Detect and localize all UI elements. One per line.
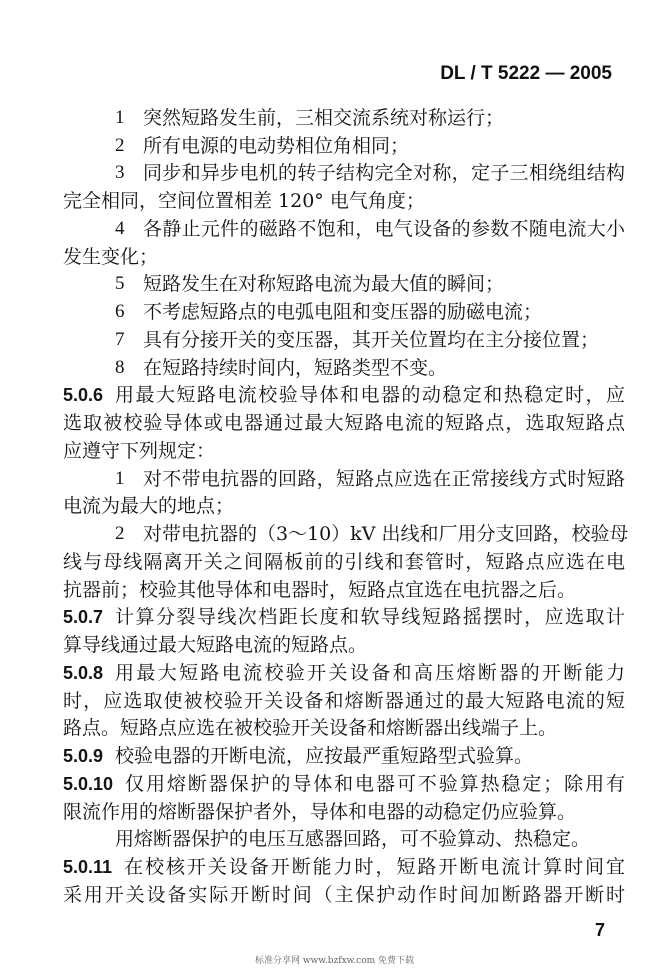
clause-5-0-8 bbox=[63, 660, 625, 686]
clause-text: 路点。短路点应选在被校验开关设备和熔断器出线端子上。 bbox=[63, 717, 558, 739]
paragraph-text: 用熔断器保护的电压互感器回路，可不验算动、热稳定。 bbox=[115, 828, 591, 850]
item-number: 4 bbox=[115, 218, 125, 239]
list-item-continuation bbox=[63, 493, 625, 519]
clause-5-0-11 bbox=[63, 854, 625, 880]
clause-text: 计算分裂导线次档距长度和软导线短路摇摆时，应选取计 bbox=[115, 606, 625, 628]
page-number: 7 bbox=[595, 920, 606, 940]
clause-text-continuation bbox=[63, 688, 625, 714]
clause-text-continuation bbox=[63, 438, 625, 464]
clause-5-0-7 bbox=[63, 604, 625, 630]
clause-number: 5.0.9 bbox=[63, 746, 104, 766]
item-text: 不考虑短路点的电弧电阻和变压器的励磁电流； bbox=[143, 301, 543, 323]
clause-number: 5.0.8 bbox=[63, 663, 104, 683]
item-text: 对不带电抗器的回路，短路点应选在正常接线方式时短路 bbox=[143, 468, 625, 490]
clause-text: 在校核开关设备开断能力时，短路开断电流计算时间宜 bbox=[124, 856, 625, 878]
clause-text-continuation bbox=[63, 715, 625, 741]
item-text: 发生变化； bbox=[63, 246, 159, 268]
clause-5-0-9 bbox=[63, 743, 625, 769]
item-text: 短路发生在对称短路电流为最大值的瞬间； bbox=[143, 273, 505, 295]
item-text: 所有电源的电动势相位角相同； bbox=[143, 135, 410, 157]
list-item-continuation bbox=[63, 188, 625, 214]
clause-text: 仅用熔断器保护的导体和电器可不验算热稳定；除用有 bbox=[125, 773, 625, 795]
clause-text: 选取被校验导体或电器通过最大短路电流的短路点，选取短路点 bbox=[63, 412, 625, 434]
list-item-continuation bbox=[63, 244, 625, 270]
clause-text-continuation bbox=[63, 882, 625, 908]
list-item bbox=[63, 160, 625, 186]
item-text: 线与母线隔离开关之间隔板前的引线和套管时，短路点应选在电 bbox=[63, 551, 625, 573]
item-number: 7 bbox=[115, 329, 125, 350]
item-text: 对带电抗器的（3～10）kV 出线和厂用分支回路，校验母 bbox=[143, 523, 629, 545]
item-text: 同步和异步电机的转子结构完全对称，定子三相绕组结构 bbox=[143, 162, 625, 184]
item-text: 在短路持续时间内，短路类型不变。 bbox=[143, 357, 448, 379]
clause-text-continuation bbox=[63, 799, 625, 825]
standard-code-header: DL / T 5222 — 2005 bbox=[440, 63, 612, 84]
clause-text: 限流作用的熔断器保护者外，导体和电器的动稳定仍应验算。 bbox=[63, 801, 577, 823]
clause-text: 时，应选取使被校验开关设备和熔断器通过的最大短路电流的短 bbox=[63, 690, 625, 712]
item-text: 各静止元件的磁路不饱和，电气设备的参数不随电流大小 bbox=[143, 218, 625, 240]
clause-text: 用最大短路电流校验开关设备和高压熔断器的开断能力 bbox=[115, 662, 625, 684]
clause-text: 用最大短路电流校验导体和电器的动稳定和热稳定时，应 bbox=[115, 384, 625, 406]
clause-number: 5.0.7 bbox=[63, 607, 104, 627]
item-number: 1 bbox=[115, 107, 125, 128]
item-text: 抗器前；校验其他导体和电器时，短路点宜选在电抗器之后。 bbox=[63, 579, 577, 601]
list-item bbox=[63, 521, 629, 547]
list-item bbox=[63, 466, 625, 492]
item-number: 1 bbox=[115, 468, 125, 489]
clause-text: 应遵守下列规定： bbox=[63, 440, 216, 462]
item-text: 突然短路发生前，三相交流系统对称运行； bbox=[143, 107, 505, 129]
item-number: 2 bbox=[115, 135, 125, 156]
clause-number: 5.0.11 bbox=[63, 857, 113, 877]
footer-watermark: 标准分享网 www.bzfxw.com 免费下载 bbox=[254, 956, 415, 966]
list-item bbox=[63, 133, 625, 159]
clause-5-0-10 bbox=[63, 771, 625, 797]
item-number: 3 bbox=[115, 162, 125, 183]
list-item bbox=[63, 105, 625, 131]
item-number: 5 bbox=[115, 273, 125, 294]
item-text: 电流为最大的地点； bbox=[63, 495, 235, 517]
item-text: 完全相同，空间位置相差 120° 电气角度； bbox=[63, 190, 425, 212]
item-text: 具有分接开关的变压器，其开关位置均在主分接位置； bbox=[143, 329, 600, 351]
clause-number: 5.0.6 bbox=[63, 385, 104, 405]
list-item bbox=[63, 299, 625, 325]
item-number: 8 bbox=[115, 357, 125, 378]
clause-paragraph bbox=[63, 826, 625, 852]
clause-number: 5.0.10 bbox=[63, 774, 114, 794]
list-item-continuation bbox=[63, 549, 625, 575]
list-item bbox=[63, 327, 625, 353]
clause-text-continuation bbox=[63, 410, 625, 436]
item-number: 6 bbox=[115, 301, 125, 322]
clause-text: 算导线通过最大短路电流的短路点。 bbox=[63, 634, 368, 656]
clause-text: 采用开关设备实际开断时间（主保护动作时间加断路器开断时 bbox=[63, 884, 625, 906]
list-item bbox=[63, 355, 625, 381]
item-number: 2 bbox=[115, 523, 125, 544]
clause-5-0-6 bbox=[63, 382, 625, 408]
list-item bbox=[63, 271, 625, 297]
list-item bbox=[63, 216, 625, 242]
clause-text: 校验电器的开断电流，应按最严重短路型式验算。 bbox=[115, 745, 534, 767]
list-item-continuation bbox=[63, 577, 625, 603]
clause-text-continuation bbox=[63, 632, 625, 658]
